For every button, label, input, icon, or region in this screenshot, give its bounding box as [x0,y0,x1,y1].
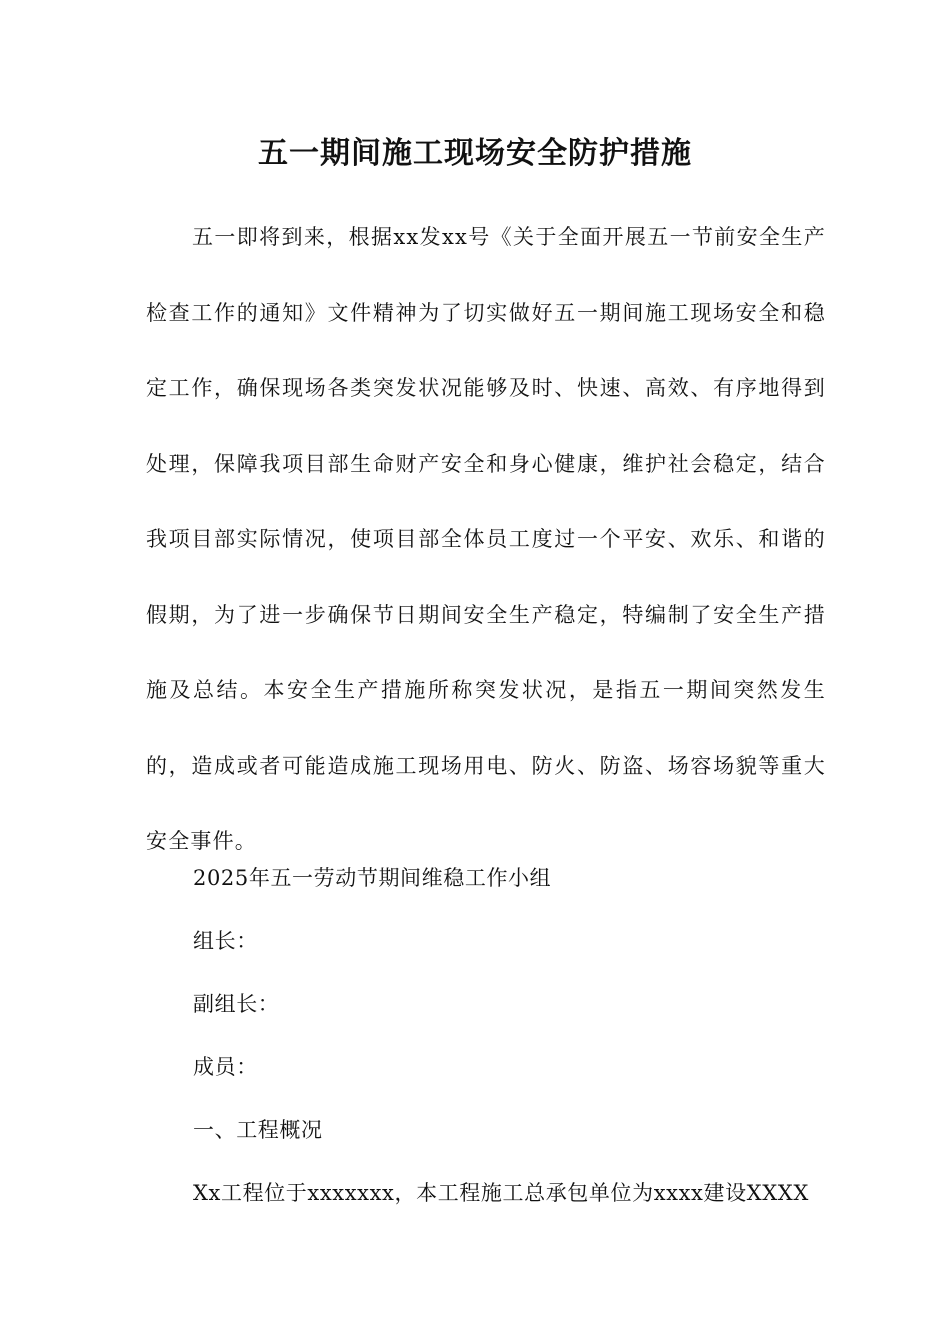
document-title: 五一期间施工现场安全防护措施 [258,136,692,171]
intro-paragraph: 五一即将到来，根据xx发xx号《关于全面开展五一节前安全生产检查工作的通知》文件精神为了切实做好五一期间施工现场安全和稳定工作，确保现场各类突发状况能够及时、快速、高效、有序地得到处理，保障我项目部生命财产安全和身心健康，维护社会稳定，结合我项目部实际情况，使项目部全体员工度过一个平安、欢乐、和谐的假期，为了进一步确保节日期间安全生产稳定，特编制了安全生产措施及总结。本安全生产措施所称突发状况，是指五一期间突然发生的，造成或者可能造成施工现场用电、防火、防盗、场容场貌等重大安全事件。 [146,225,826,853]
section-text: Xx工程位于xxxxxxx，本工程施工总承包单位为xxxx建设XXXX [193,1181,809,1205]
leader-label: 组长： [193,929,258,953]
deputy-leader-label: 副组长： [193,992,280,1016]
group-title: 2025年五一劳动节期间维稳工作小组 [193,866,552,890]
members-label: 成员： [193,1055,258,1079]
section-heading: 一、工程概况 [193,1118,323,1142]
